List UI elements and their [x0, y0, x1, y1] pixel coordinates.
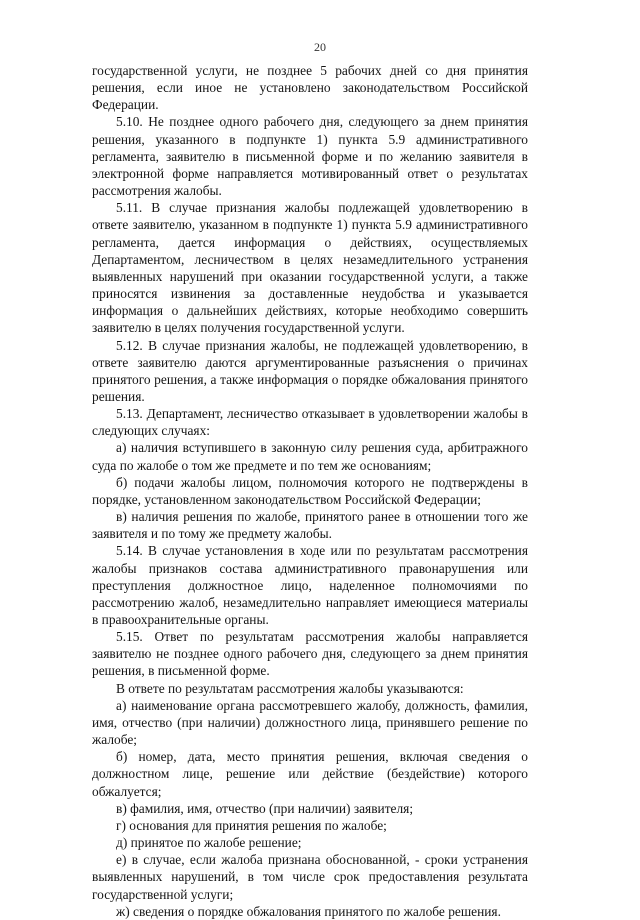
list-item-b: б) подачи жалобы лицом, полномочия которого не подтверждены в порядке, установленном законодательством Российской Федерации;: [92, 474, 528, 507]
paragraph-5-14: 5.14. В случае установления в ходе или по результатам рассмотрения жалобы признаков состава административного правонарушения или преступления должностное лицо, наделенное полномочиями по рассмотрению жалоб, незамедлительно направляет имеющиеся материалы в правоохранительные органы.: [92, 543, 528, 627]
answer-item-g: г) основания для принятия решения по жалобе;: [116, 817, 387, 833]
answer-item-d: д) принятое по жалобе решение;: [116, 835, 302, 851]
list-item-v: в) наличия решения по жалобе, принятого ранее в отношении того же заявителя и по тому же предмету жалобы.: [92, 509, 528, 542]
answer-item-zh: ж) сведения о порядке обжалования принятого по жалобе решения.: [116, 903, 501, 919]
document-body: [92, 62, 528, 920]
answer-item-v: в) фамилия, имя, отчество (при наличии) заявителя;: [116, 800, 414, 816]
page-number: 20: [314, 40, 326, 54]
answer-item-b: б) номер, дата, место принятия решения, включая сведения о должностном лице, решение или действие (бездействие) которого обжалуется;: [92, 749, 528, 799]
paragraph-5-13: 5.13. Департамент, лесничество отказывает в удовлетворении жалобы в следующих случаях:: [92, 406, 528, 439]
list-item-a: а) наличия вступившего в законную силу решения суда, арбитражного суда по жалобе о том же предмете и по тем же основаниям;: [92, 440, 528, 473]
answer-contents-intro: В ответе по результатам рассмотрения жалобы указываются:: [116, 680, 464, 696]
paragraph-5-15: 5.15. Ответ по результатам рассмотрения жалобы направляется заявителю не позднее одного рабочего дня, следующего за днем принятия решения, в письменной форме.: [92, 629, 528, 679]
paragraph: государственной услуги, не позднее 5 рабочих дней со дня принятия решения, если иное не установлено законодательством Российской Федерации.: [92, 63, 528, 113]
answer-item-e: е) в случае, если жалоба признана обоснованной, - сроки устранения выявленных нарушений, в том числе срок предоставления результата государственной услуги;: [92, 852, 528, 902]
paragraph-5-11: 5.11. В случае признания жалобы подлежащей удовлетворению в ответе заявителю, указанном в подпункте 1) пункта 5.9 административного регламента, дается информация о действиях, осуществляемых Департаментом, лесничеством в целях незамедлительного устранения выявленных нарушений при оказании государственной услуги, а также приносятся извинения за доставленные неудобства и указывается информация о дальнейших действиях, которые необходимо совершить заявителю в целях получения государственной услуги.: [92, 200, 528, 336]
paragraph-5-12: 5.12. В случае признания жалобы, не подлежащей удовлетворению, в ответе заявителю даются аргументированные разъяснения о причинах принятого решения, а также информация о порядке обжалования принятого решения.: [92, 337, 528, 404]
answer-item-a: а) наименование органа рассмотревшего жалобу, должность, фамилия, имя, отчество (при наличии) должностного лица, принявшего решение по жалобе;: [92, 697, 528, 748]
paragraph-5-10: 5.10. Не позднее одного рабочего дня, следующего за днем принятия решения, указанного в подпункте 1) пункта 5.9 административного регламента, заявителю в письменной форме и по желанию заявителя в электронной форме направляется мотивированный ответ о результатах рассмотрения жалобы.: [92, 114, 528, 199]
